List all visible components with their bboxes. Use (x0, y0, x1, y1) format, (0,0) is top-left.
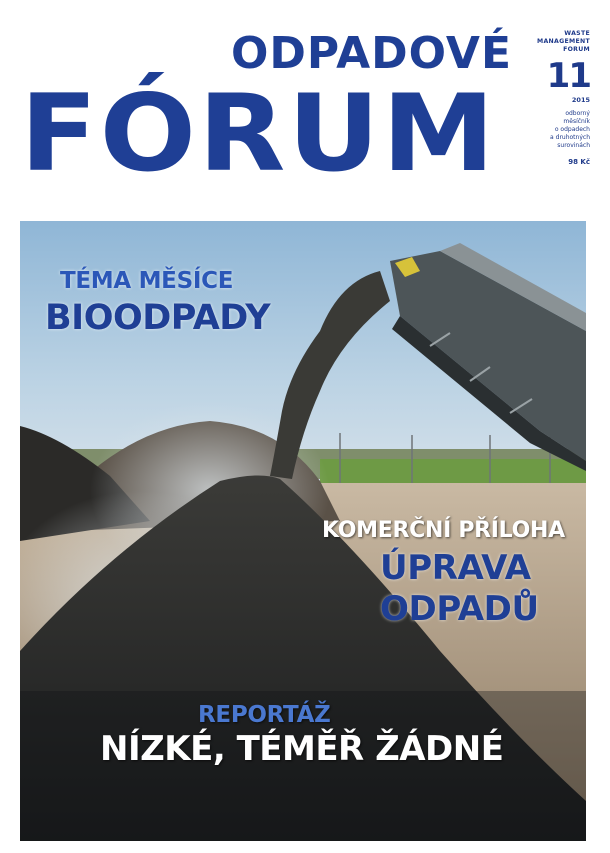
waste-management-line1: WASTE (564, 30, 590, 37)
masthead-title-top: ODPADOVÉ (230, 28, 512, 79)
issue-number: 11 (546, 56, 590, 96)
issue-year: 2015 (571, 96, 590, 104)
price: 98 Kč (568, 158, 590, 166)
description-line: surovinách (557, 142, 590, 149)
komercni-priloha-title-line1: ÚPRAVA (380, 548, 531, 588)
komercni-priloha-label: KOMERČNÍ PŘÍLOHA (322, 518, 565, 543)
reportaz-label: REPORTÁŽ (198, 702, 331, 728)
description-line: a druhotných (550, 134, 590, 141)
description-line: odborný (565, 110, 590, 117)
waste-management-line2: MANAGEMENT (536, 38, 590, 45)
reportaz-title: NÍZKÉ, TÉMĚŘ ŽÁDNÉ (100, 729, 504, 769)
magazine-description (528, 110, 590, 150)
masthead-title-main: FÓRUM (20, 72, 497, 195)
description-line: měsíčník (563, 118, 590, 125)
issue-info (528, 30, 590, 166)
tema-mesice-title: BIOODPADY (45, 298, 271, 338)
waste-management-line3: FORUM (563, 46, 590, 53)
komercni-priloha-title-line2: ODPADŮ (380, 589, 539, 629)
tema-mesice-label: TÉMA MĚSÍCE (60, 268, 234, 294)
description-line: o odpadech (554, 126, 590, 133)
